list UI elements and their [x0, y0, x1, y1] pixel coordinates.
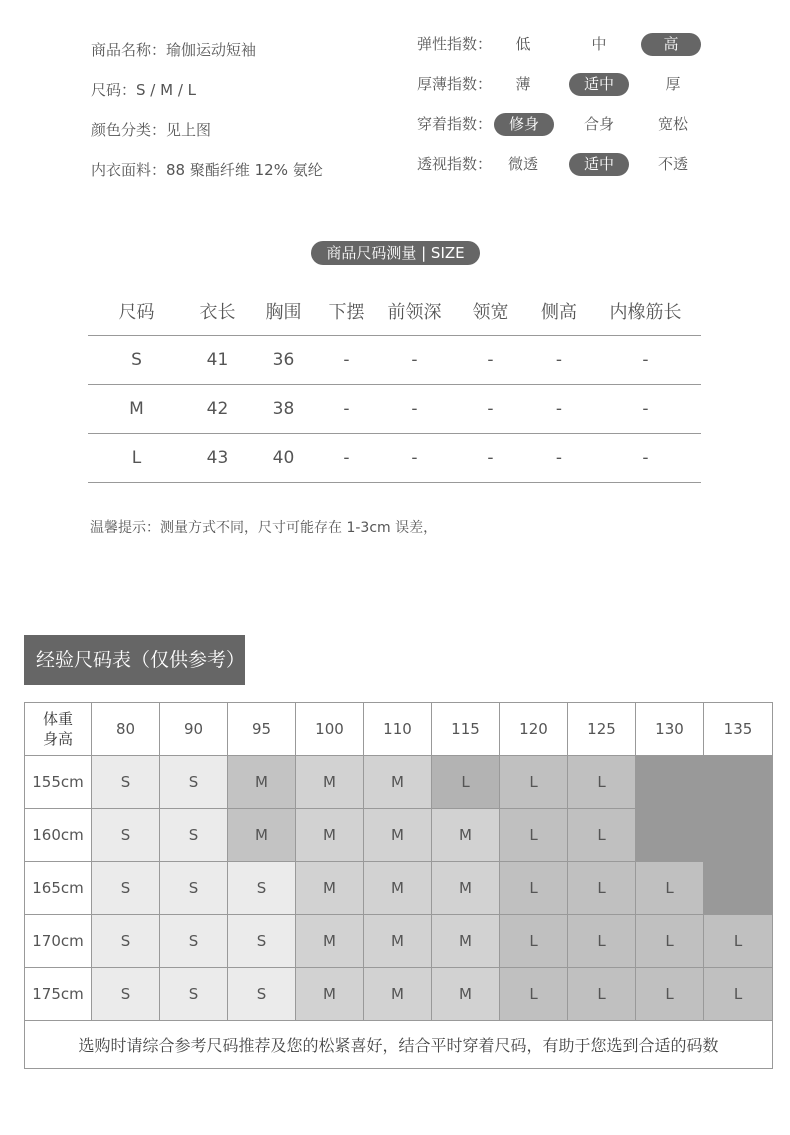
table-cell: -	[453, 384, 528, 433]
size-cell: L	[704, 915, 773, 968]
size-cell: S	[92, 968, 160, 1021]
size-cell: S	[92, 756, 160, 809]
table-cell: -	[317, 433, 376, 482]
thickness-index	[417, 72, 717, 112]
weight-header: 80	[92, 703, 160, 756]
size-cell: M	[432, 968, 500, 1021]
index-option-selected: 适中	[569, 73, 629, 96]
size-cell: S	[92, 915, 160, 968]
weight-header: 120	[500, 703, 568, 756]
size-measure-table	[88, 288, 701, 483]
size-cell: M	[296, 968, 364, 1021]
column-header: 前领深	[376, 288, 453, 335]
size-cell: S	[92, 809, 160, 862]
table-cell: 43	[185, 433, 250, 482]
weight-header: 100	[296, 703, 364, 756]
size-measure-title: 商品尺码测量 | SIZE	[311, 241, 480, 265]
size-cell: L	[568, 809, 636, 862]
table-cell: -	[528, 335, 590, 384]
index-option: 微透	[507, 155, 538, 173]
table-row	[88, 384, 701, 433]
size-cell: L	[500, 862, 568, 915]
table-row	[88, 335, 701, 384]
table-row	[88, 433, 701, 482]
size-cell: M	[296, 915, 364, 968]
measurement-tip: 温馨提示：测量方式不同，尺寸可能存在 1-3cm 误差，	[90, 520, 438, 536]
table-cell: L	[88, 433, 185, 482]
index-option: 薄	[515, 75, 531, 93]
index-option: 低	[515, 35, 531, 53]
size-cell: L	[636, 915, 704, 968]
product-name: 商品名称：瑜伽运动短袖	[91, 41, 257, 59]
size-cell: S	[160, 915, 228, 968]
size-cell: L	[568, 968, 636, 1021]
size-cell: L	[704, 968, 773, 1021]
height-label: 160cm	[25, 809, 92, 862]
size-cell: L	[500, 809, 568, 862]
corner-height-label: 身高	[42, 730, 73, 748]
empty-size-cell	[636, 809, 704, 862]
column-header: 内橡筋长	[590, 288, 701, 335]
table-cell: 42	[185, 384, 250, 433]
size-cell: L	[568, 915, 636, 968]
table-cell: -	[528, 384, 590, 433]
weight-header: 125	[568, 703, 636, 756]
index-option: 宽松	[657, 115, 688, 133]
table-cell: -	[317, 335, 376, 384]
transparency-index	[417, 152, 717, 192]
product-fabric: 内衣面料：88 聚酯纤维 12% 氨纶	[91, 161, 323, 179]
size-cell: M	[432, 809, 500, 862]
product-sizes: 尺码：S / M / L	[91, 81, 197, 99]
footnote-row	[25, 1021, 773, 1069]
size-cell: M	[296, 809, 364, 862]
table-cell: -	[590, 433, 701, 482]
size-cell: S	[228, 862, 296, 915]
height-row	[25, 809, 773, 862]
weight-header: 95	[228, 703, 296, 756]
index-option: 不透	[657, 155, 688, 173]
height-row	[25, 756, 773, 809]
empty-size-cell	[704, 862, 773, 915]
weight-header: 110	[364, 703, 432, 756]
size-cell: M	[364, 915, 432, 968]
size-cell: L	[500, 756, 568, 809]
index-option: 中	[591, 35, 607, 53]
corner-header	[25, 703, 92, 756]
table-cell: 38	[250, 384, 317, 433]
size-cell: L	[500, 968, 568, 1021]
size-cell: M	[364, 756, 432, 809]
table-cell: -	[453, 335, 528, 384]
table-cell: -	[453, 433, 528, 482]
index-option-selected: 适中	[569, 153, 629, 176]
size-cell: M	[432, 862, 500, 915]
height-row	[25, 968, 773, 1021]
weight-header: 130	[636, 703, 704, 756]
table-header-row	[88, 288, 701, 335]
height-label: 165cm	[25, 862, 92, 915]
height-label: 175cm	[25, 968, 92, 1021]
size-cell: M	[296, 862, 364, 915]
corner-weight-label: 体重	[42, 710, 73, 728]
product-indices	[417, 32, 717, 192]
index-label: 穿着指数：	[417, 115, 493, 133]
column-header: 领宽	[453, 288, 528, 335]
column-header: 衣长	[185, 288, 250, 335]
table-cell: 40	[250, 433, 317, 482]
size-cell: M	[364, 968, 432, 1021]
size-cell: S	[160, 968, 228, 1021]
size-cell: M	[364, 809, 432, 862]
table-cell: 36	[250, 335, 317, 384]
column-header: 胸围	[250, 288, 317, 335]
empty-size-cell	[704, 809, 773, 862]
size-cell: M	[228, 809, 296, 862]
index-option-selected: 修身	[494, 113, 554, 136]
product-info	[91, 38, 323, 198]
table-cell: -	[590, 384, 701, 433]
index-label: 厚薄指数：	[417, 75, 493, 93]
height-row	[25, 862, 773, 915]
size-cell: S	[92, 862, 160, 915]
column-header: 下摆	[317, 288, 376, 335]
height-label: 170cm	[25, 915, 92, 968]
size-cell: M	[296, 756, 364, 809]
size-cell: M	[228, 756, 296, 809]
weight-header: 90	[160, 703, 228, 756]
elasticity-index	[417, 32, 717, 72]
table-cell: S	[88, 335, 185, 384]
column-header: 侧高	[528, 288, 590, 335]
size-cell: S	[160, 756, 228, 809]
column-header: 尺码	[88, 288, 185, 335]
table-cell: -	[376, 433, 453, 482]
height-row	[25, 915, 773, 968]
experience-size-table	[24, 702, 773, 1069]
weight-header-row	[25, 703, 773, 756]
index-option: 厚	[665, 75, 681, 93]
table-cell: -	[376, 384, 453, 433]
table-cell: -	[317, 384, 376, 433]
size-cell: S	[228, 915, 296, 968]
table-cell: -	[528, 433, 590, 482]
experience-chart-title: 经验尺码表（仅供参考）	[24, 635, 245, 685]
size-cell: L	[636, 862, 704, 915]
weight-header: 115	[432, 703, 500, 756]
index-option-selected: 高	[641, 33, 701, 56]
table-cell: -	[376, 335, 453, 384]
weight-header: 135	[704, 703, 773, 756]
index-label: 弹性指数：	[417, 35, 493, 53]
size-cell: S	[160, 809, 228, 862]
table-cell: M	[88, 384, 185, 433]
size-advice-footnote: 选购时请综合参考尺码推荐及您的松紧喜好，结合平时穿着尺码，有助于您选到合适的码数	[25, 1021, 773, 1069]
table-cell: -	[590, 335, 701, 384]
size-cell: M	[432, 915, 500, 968]
size-cell: S	[160, 862, 228, 915]
size-cell: L	[568, 862, 636, 915]
size-cell: L	[432, 756, 500, 809]
product-color: 颜色分类：见上图	[91, 121, 212, 139]
fit-index	[417, 112, 717, 152]
size-cell: L	[636, 968, 704, 1021]
empty-size-cell	[704, 756, 773, 809]
size-cell: M	[364, 862, 432, 915]
empty-size-cell	[636, 756, 704, 809]
table-cell: 41	[185, 335, 250, 384]
size-cell: L	[500, 915, 568, 968]
size-cell: L	[568, 756, 636, 809]
size-cell: S	[228, 968, 296, 1021]
index-option: 合身	[583, 115, 614, 133]
index-label: 透视指数：	[417, 155, 493, 173]
height-label: 155cm	[25, 756, 92, 809]
